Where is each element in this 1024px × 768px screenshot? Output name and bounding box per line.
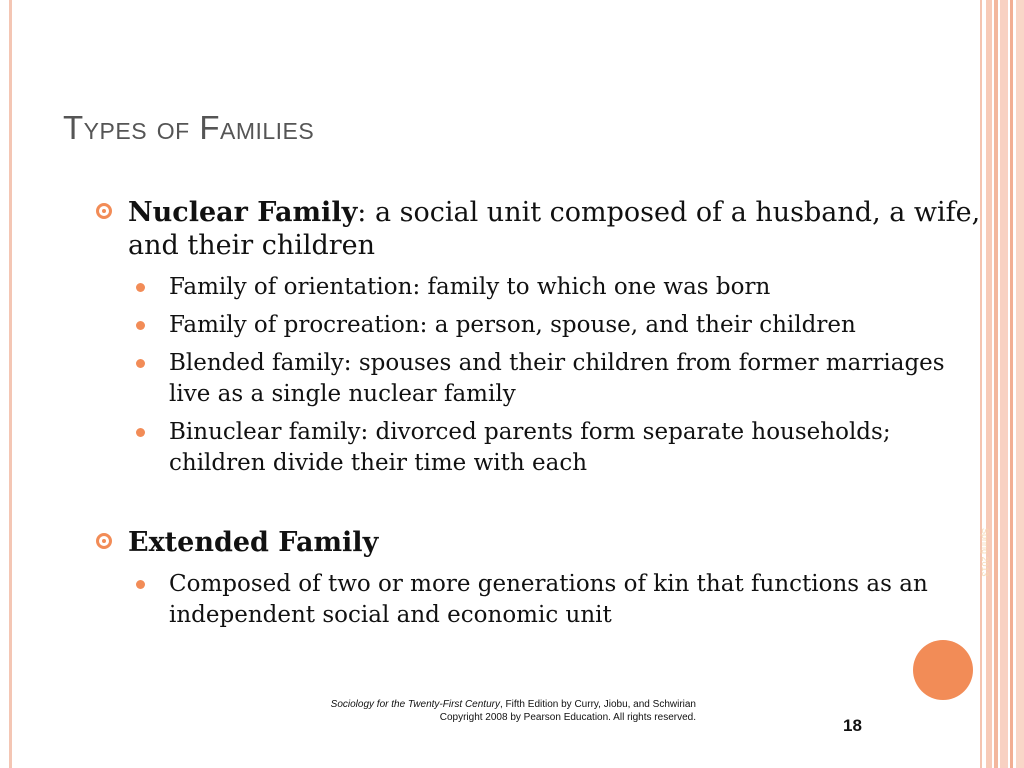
title-part-2: ypes of <box>83 109 200 146</box>
slide-title <box>63 108 314 148</box>
left-border-line <box>9 0 12 768</box>
list-item <box>136 348 981 410</box>
title-part-3: F <box>199 109 220 146</box>
dot-bullet-icon <box>136 283 145 292</box>
circle-bullet-icon <box>96 533 112 549</box>
subitem-text: Blended family: spouses and their children from former marriages live as a single nuclear family <box>169 350 945 407</box>
nuclear-family-definition: : a social unit composed of a husband, a wife, and their children <box>128 197 981 261</box>
slide-date: Spring 2013 <box>980 528 990 577</box>
decorative-circle <box>913 640 973 700</box>
dot-bullet-icon <box>136 359 145 368</box>
circle-bullet-icon <box>96 203 112 219</box>
dot-bullet-icon <box>136 428 145 437</box>
edition-text: , Fifth Edition by Curry, Jiobu, and Schwirian <box>499 699 696 710</box>
nuclear-family-term: Nuclear Family <box>128 197 358 228</box>
page-number: 18 <box>843 716 862 735</box>
extended-family-term: Extended Family <box>128 527 379 558</box>
right-decorative-stripes <box>980 0 1024 768</box>
extended-family-subitems <box>96 569 981 631</box>
slide-content <box>96 196 981 638</box>
subitem-text: Family of procreation: a person, spouse, and their children <box>169 312 856 338</box>
footer-citation <box>296 698 696 724</box>
bullet-extended-family <box>96 526 981 559</box>
list-item <box>136 272 981 303</box>
list-item <box>136 310 981 341</box>
list-item <box>136 417 981 479</box>
copyright-text: Copyright 2008 by Pearson Education. All rights reserved. <box>439 712 696 723</box>
nuclear-family-subitems <box>96 272 981 479</box>
list-item <box>136 569 981 631</box>
bullet-nuclear-family <box>96 196 981 262</box>
book-title: Sociology for the Twenty-First Century <box>330 699 500 710</box>
title-part-1: T <box>63 109 84 146</box>
subitem-text: Family of orientation: family to which one was born <box>169 274 771 300</box>
dot-bullet-icon <box>136 321 145 330</box>
title-part-4: amilies <box>219 109 315 146</box>
dot-bullet-icon <box>136 580 145 589</box>
subitem-text: Binuclear family: divorced parents form separate households; children divide their time with each <box>169 419 891 476</box>
subitem-text: Composed of two or more generations of kin that functions as an independent social and economic unit <box>169 571 928 628</box>
